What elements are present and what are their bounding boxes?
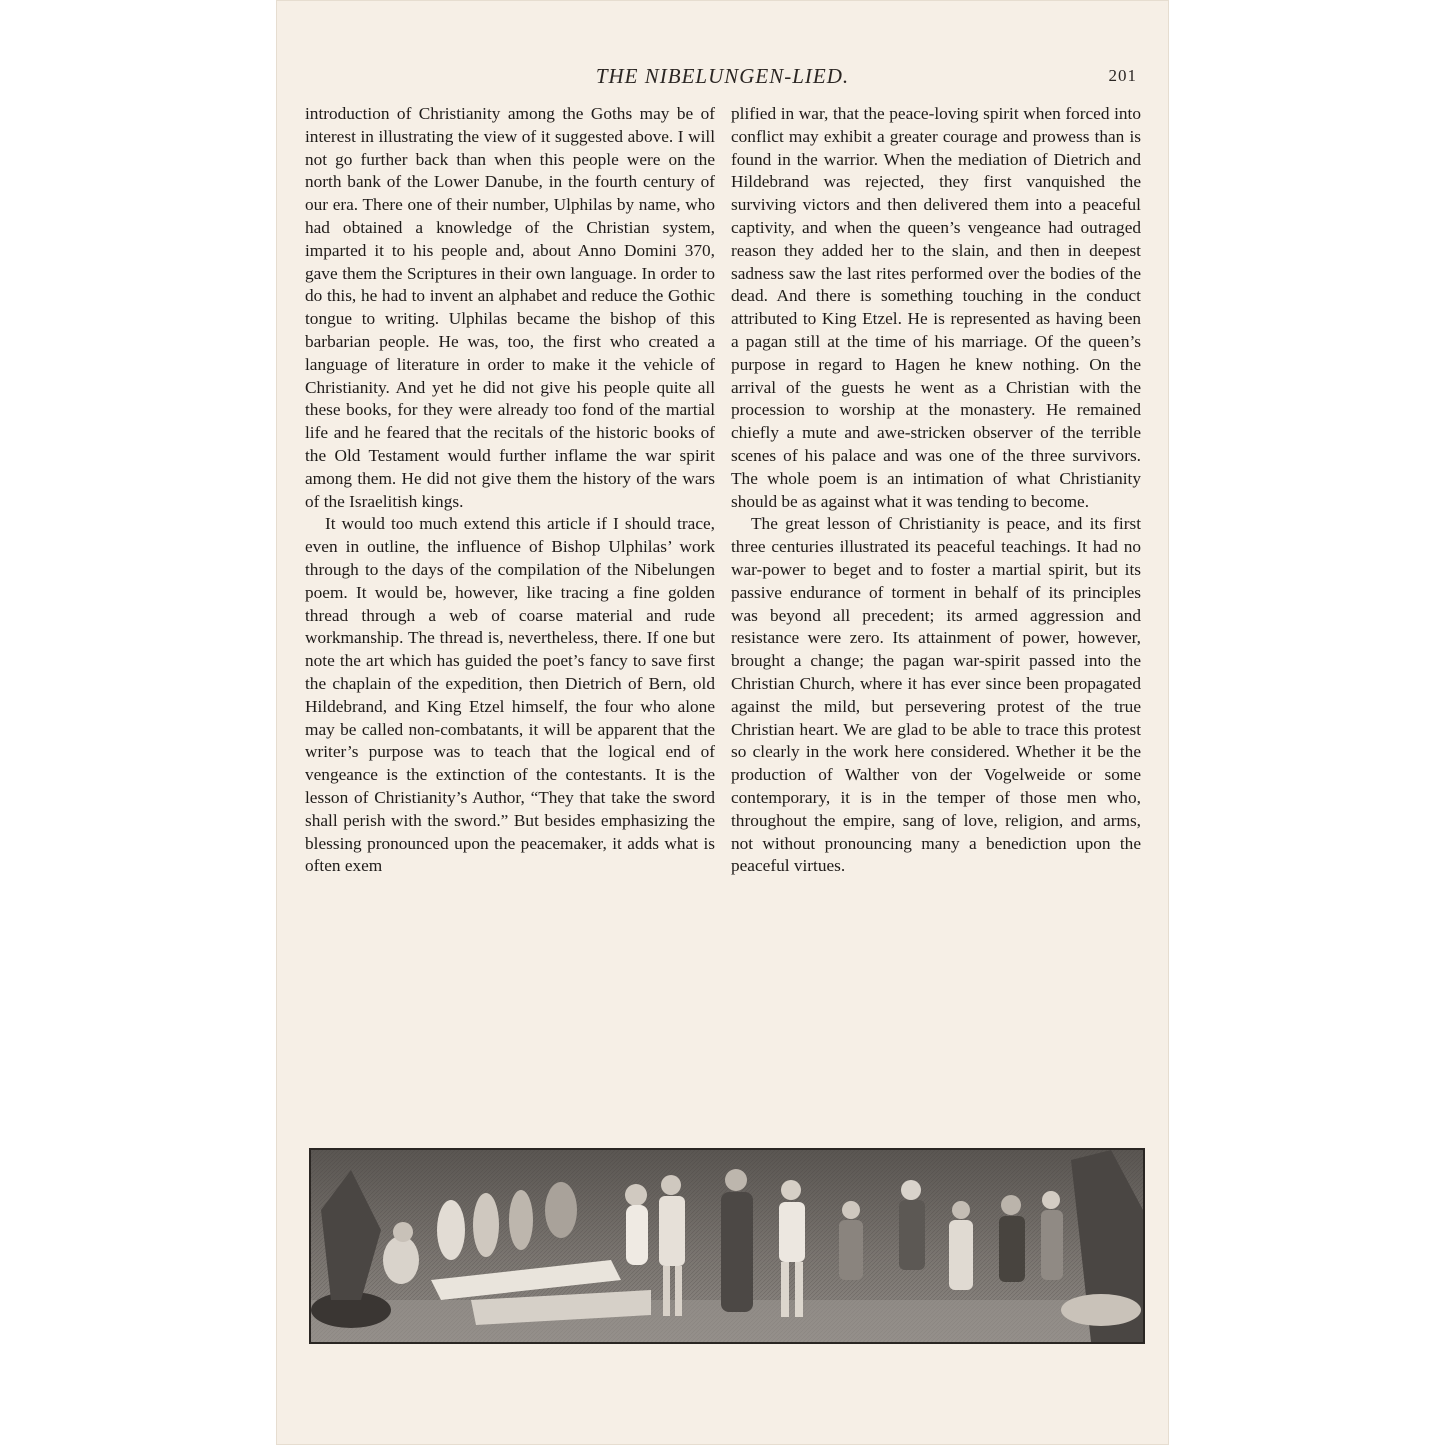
page-header [306,64,1139,94]
left-paragraph-2: It would too much extend this article if I should trace, even in outline, the influence of Bishop Ulphilas’ work through to the days of the compilation of the Nibelungen poem. It would be, however, like tracing a fine golden thread through a web of coarse material and rude workmanship. The thread is, nevertheless, there. If one but note the art which has guided the poet’s fancy to save first the chaplain of the expedition, then Dietrich of Bern, old Hildebrand, and King Etzel himself, the four who alone may be called non-combatants, it will be apparent that the writer’s purpose was to teach that the logical end of vengeance is the extinction of the contestants. It is the lesson of Christianity’s Author, “They that take the sword shall perish with the sword.” But besides emphasizing the blessing pronounced upon the peacemaker, it adds what is often exem [305,514,715,876]
left-column [305,103,715,878]
right-column [731,103,1141,878]
right-paragraph-2: The great lesson of Christianity is peace, and its first three centuries illustrated its peaceful teachings. It had no war-power to beget and to foster a martial spirit, but its passive endurance of torment in behalf of its principles was beyond all precedent; its armed aggression and resistance were zero. Its attainment of power, however, brought a change; the pagan war-spirit passed into the Christian Church, where it has ever since been propagated against the mild, but persevering protest of the true Christian heart. We are glad to be able to trace this protest so clearly in the work here considered. Whether it be the production of Walther von der Vogelweide or some contemporary, it is in the temper of those men who, throughout the empire, sang of love, religion, and arms, not without pronouncing many a benediction upon the peaceful virtues. [731,514,1141,876]
frieze-illustration [309,1148,1145,1344]
left-paragraph-1: introduction of Christianity among the Goths may be of interest in illustrating the view of it suggested above. I will not go further back than when this people were on the north bank of the Lower Danube, in the fourth century of our era. There one of their number, Ulphilas by name, who had obtained a knowledge of the Christian system, imparted it to his people and, about Anno Domini 370, gave them the Scriptures in their own language. In order to do this, he had to invent an alphabet and reduce the Gothic tongue to writing. Ulphilas became the bishop of this barbarian people. He was, too, the first who created a language of literature in order to make it the vehicle of Christianity. And yet he did not give his people quite all these books, for they were already too fond of the martial life and he feared that the recitals of the historic books of the Old Testament would further inflame the war spirit among them. He did not give them the history of the wars of the Israelitish kings. [305,104,715,511]
running-title: THE NIBELUNGEN-LIED. [595,64,850,88]
magazine-page [276,0,1169,1445]
right-paragraph-1: plified in war, that the peace-loving spirit when forced into conflict may exhibit a greater courage and prowess than is found in the warrior. When the mediation of Dietrich and Hildebrand was rejected, they first vanquished the surviving victors and then delivered them into a peaceful captivity, and when the queen’s vengeance had outraged reason they added her to the slain, and then in deepest sadness saw the last rites performed over the bodies of the dead. And there is something touching in the conduct attributed to King Etzel. He is represented as having been a pagan still at the time of his marriage. Of the queen’s purpose in regard to Hagen he knew nothing. On the arrival of the guests he went as a Christian with the procession to worship at the monastery. He remained chiefly a mute and awe-stricken observer of the terrible scenes of his palace and was one of the three survivors. The whole poem is an intimation of what Christianity should be as against what it was tending to become. [731,104,1141,511]
page-number: 201 [1108,66,1137,85]
frieze-engraving [311,1150,1143,1342]
